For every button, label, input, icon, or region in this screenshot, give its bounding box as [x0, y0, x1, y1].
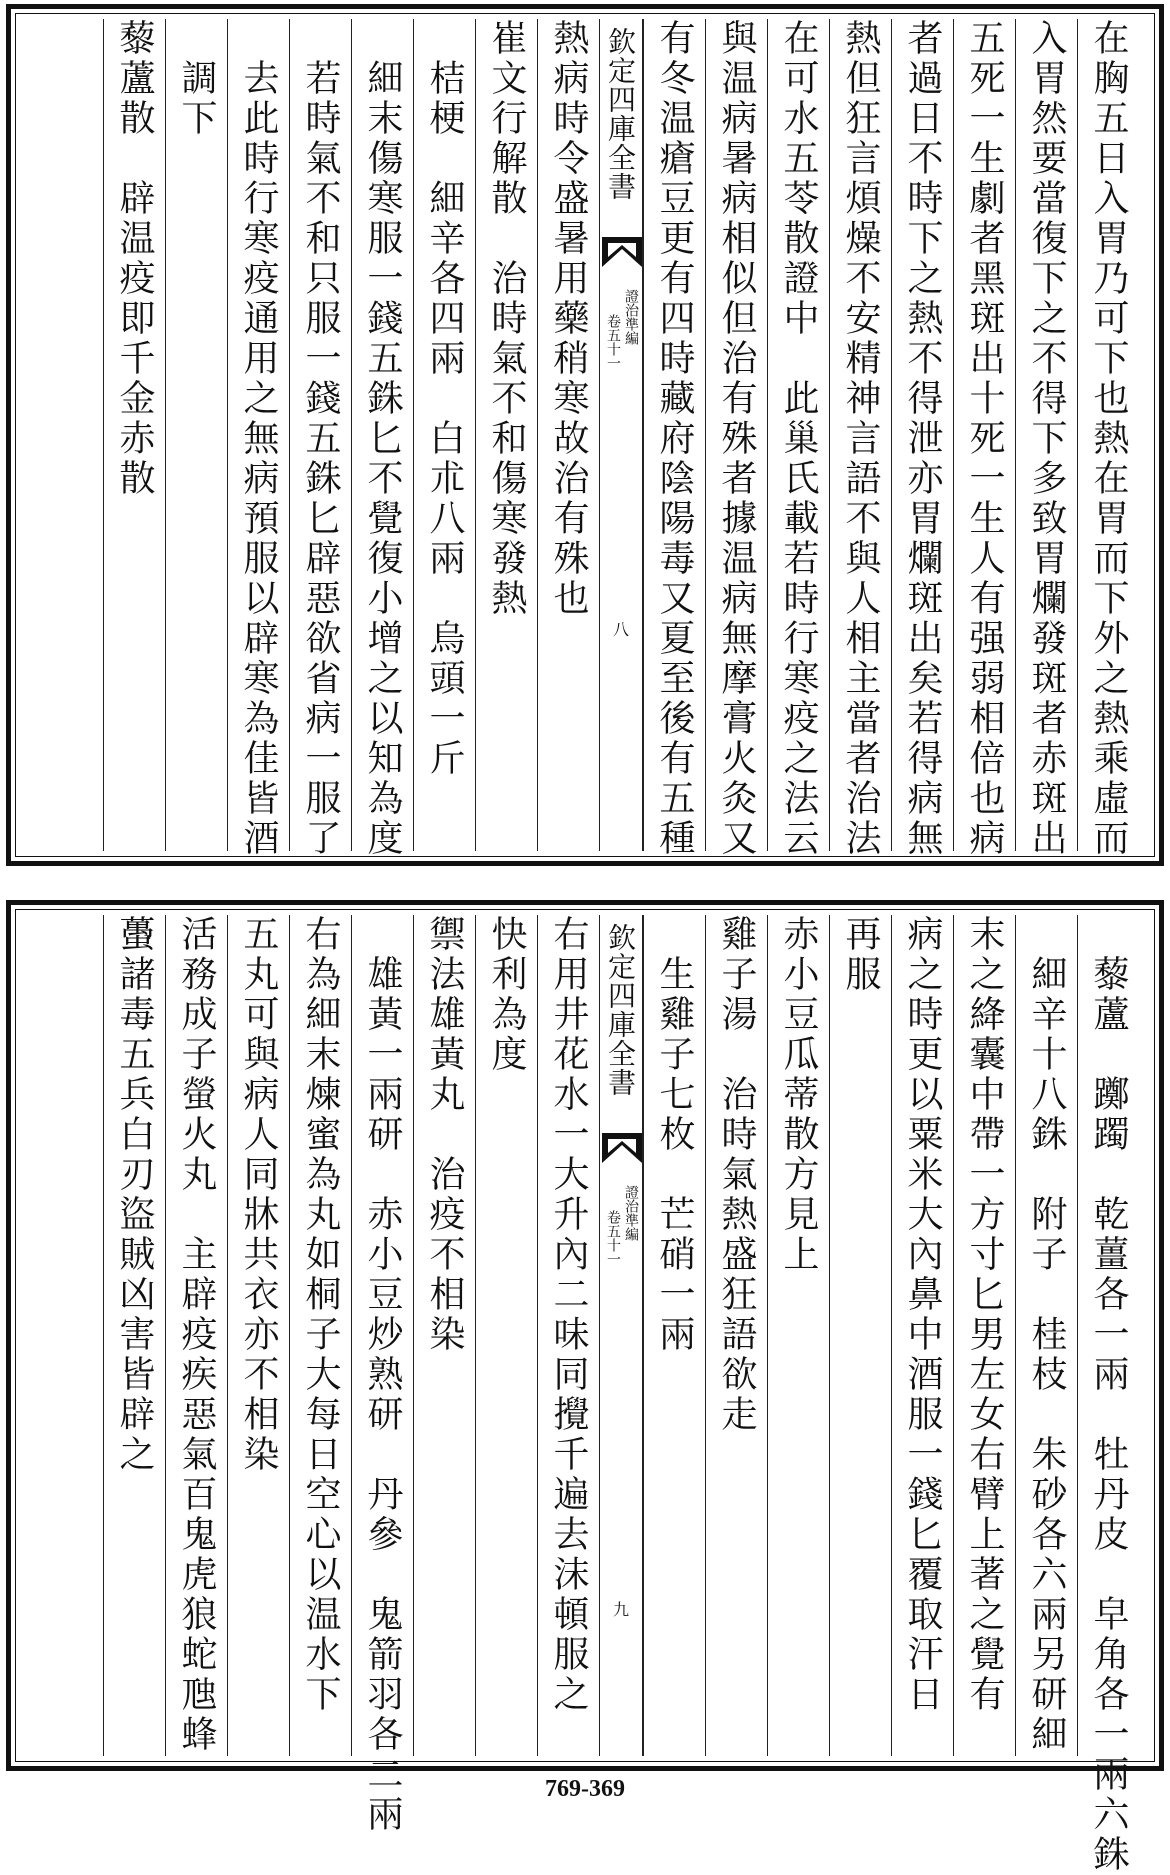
bottom-fold-gutter	[599, 915, 643, 1756]
top-text-column	[413, 19, 475, 851]
bottom-column-text: 禦法雄黃丸 治疫不相染	[424, 915, 465, 1355]
top-column-text: 有冬温瘡豆更有四時藏府陰陽毒又夏至後有五種	[654, 19, 695, 859]
top-text-column	[953, 19, 1015, 859]
top-text-column	[767, 19, 829, 859]
top-column-text: 桔梗 細辛各四兩 白朮八兩 烏頭一斤	[424, 19, 465, 779]
top-column-text: 五死一生劇者黑斑出十死一生人有强弱相倍也病	[964, 19, 1005, 859]
top-gutter-page-number: 八	[612, 620, 629, 639]
top-column-text: 調下	[176, 19, 217, 139]
top-column-text: 藜蘆散 辟温疫即千金赤散	[114, 19, 155, 499]
top-text-column	[705, 19, 767, 859]
top-column-text: 在可水五苓散證中 此巢氏載若時行寒疫之法云	[778, 19, 819, 859]
bottom-column-text: 細辛十八銖 附子 桂枝 朱砂各六兩另研細	[1026, 915, 1067, 1755]
bottom-column-text: 右為細末煉蜜為丸如桐子大每日空心以温水下	[300, 915, 341, 1715]
bottom-text-column	[767, 915, 829, 1756]
top-text-column	[1015, 19, 1077, 859]
top-text-column	[289, 19, 351, 859]
top-column-text: 者過日不時下之熱不得泄亦胃爛斑出矣若得病無	[902, 19, 943, 859]
bottom-text-column	[475, 915, 537, 1756]
bottom-gutter-section-title: 證治準編	[623, 1185, 639, 1241]
bottom-text-column	[643, 915, 705, 1756]
top-fishtail-mark-icon	[600, 231, 644, 271]
top-text-column	[643, 19, 705, 859]
bottom-column-text: 右用井花水一大升內二味同攪千遍去沫頓服之	[548, 915, 589, 1715]
bottom-column-text: 末之絳囊中帶一方寸匕男左女右臂上著之覺有	[964, 915, 1005, 1715]
bottom-column-text: 赤小豆瓜蒂散方見上	[778, 915, 819, 1275]
bottom-text-column	[103, 915, 165, 1756]
bottom-column-text: 藜蘆 躑躅 乾薑各一兩 牡丹皮 皁角各一兩六銖	[1088, 915, 1129, 1875]
bottom-fishtail-mark-icon	[600, 1127, 644, 1167]
bottom-text-column	[953, 915, 1015, 1756]
bottom-gutter-book-title: 欽定四庫全書	[604, 923, 637, 1097]
bottom-text-column	[227, 915, 289, 1756]
top-text-column	[351, 19, 413, 859]
bottom-text-column	[537, 915, 599, 1756]
top-text-column	[829, 19, 891, 859]
bottom-column-text: 快利為度	[486, 915, 527, 1075]
top-text-column	[1077, 19, 1139, 859]
top-text-column	[537, 19, 599, 851]
top-text-column	[227, 19, 289, 859]
bottom-text-column	[413, 915, 475, 1756]
top-column-text: 熱但狂言煩燥不安精神言語不與人相主當者治法	[840, 19, 881, 859]
top-page-text-block	[21, 19, 1149, 859]
bottom-text-column	[891, 915, 953, 1756]
bottom-column-text: 雞子湯 治時氣熱盛狂語欲走	[716, 915, 757, 1435]
top-column-text: 崔文行解散 治時氣不和傷寒發熱	[486, 19, 527, 619]
top-column-text: 在胸五日入胃乃可下也熱在胃而下外之熱乘虛而	[1088, 19, 1129, 859]
bottom-text-column	[1015, 915, 1077, 1756]
bottom-column-text: 蠆諸毒五兵白刃盜賊凶害皆辟之	[114, 915, 155, 1475]
top-text-column	[891, 19, 953, 859]
bottom-column-text: 雄黃一兩研 赤小豆炒熟研 丹參 鬼箭羽各二兩	[362, 915, 403, 1835]
bottom-text-column	[289, 915, 351, 1756]
bottom-text-column	[351, 915, 413, 1835]
bottom-column-text: 再服	[840, 915, 881, 995]
top-page	[6, 4, 1164, 866]
top-text-column	[103, 19, 165, 851]
bottom-text-column	[165, 915, 227, 1756]
top-column-text: 與温病暑病相似但治有殊者據温病無摩膏火灸又	[716, 19, 757, 859]
bottom-column-text: 五丸可與病人同牀共衣亦不相染	[238, 915, 279, 1475]
top-text-column	[475, 19, 537, 851]
page-footer-number: 769-369	[545, 1776, 625, 1802]
bottom-column-text: 生雞子七枚 芒硝一兩	[654, 915, 695, 1355]
bottom-column-text: 活務成子螢火丸 主辟疫疾惡氣百鬼虎狼蛇虺蜂	[176, 915, 217, 1755]
bottom-gutter-volume: 卷五十一	[605, 1210, 621, 1266]
bottom-gutter-page-number: 九	[612, 1600, 629, 1619]
top-column-text: 入胃然要當復下之不得下多致胃爛發斑者赤斑出	[1026, 19, 1067, 859]
bottom-column-text: 病之時更以粟米大內鼻中酒服一錢匕覆取汗日	[902, 915, 943, 1715]
top-column-text: 熱病時令盛暑用藥稍寒故治有殊也	[548, 19, 589, 619]
top-fold-gutter	[599, 19, 643, 851]
bottom-text-column	[829, 915, 891, 1756]
top-gutter-volume: 卷五十一	[605, 314, 621, 370]
top-column-text: 若時氣不和只服一錢五銖匕辟惡欲省病一服了	[300, 19, 341, 859]
top-gutter-book-title: 欽定四庫全書	[604, 27, 637, 201]
top-column-text: 去此時行寒疫通用之無病預服以辟寒為佳皆酒	[238, 19, 279, 859]
top-text-column	[165, 19, 227, 851]
top-column-text: 細末傷寒服一錢五銖匕不覺復小增之以知為度	[362, 19, 403, 859]
bottom-text-column	[705, 915, 767, 1756]
top-gutter-section-title: 證治準編	[623, 289, 639, 345]
bottom-text-column	[1077, 915, 1139, 1875]
